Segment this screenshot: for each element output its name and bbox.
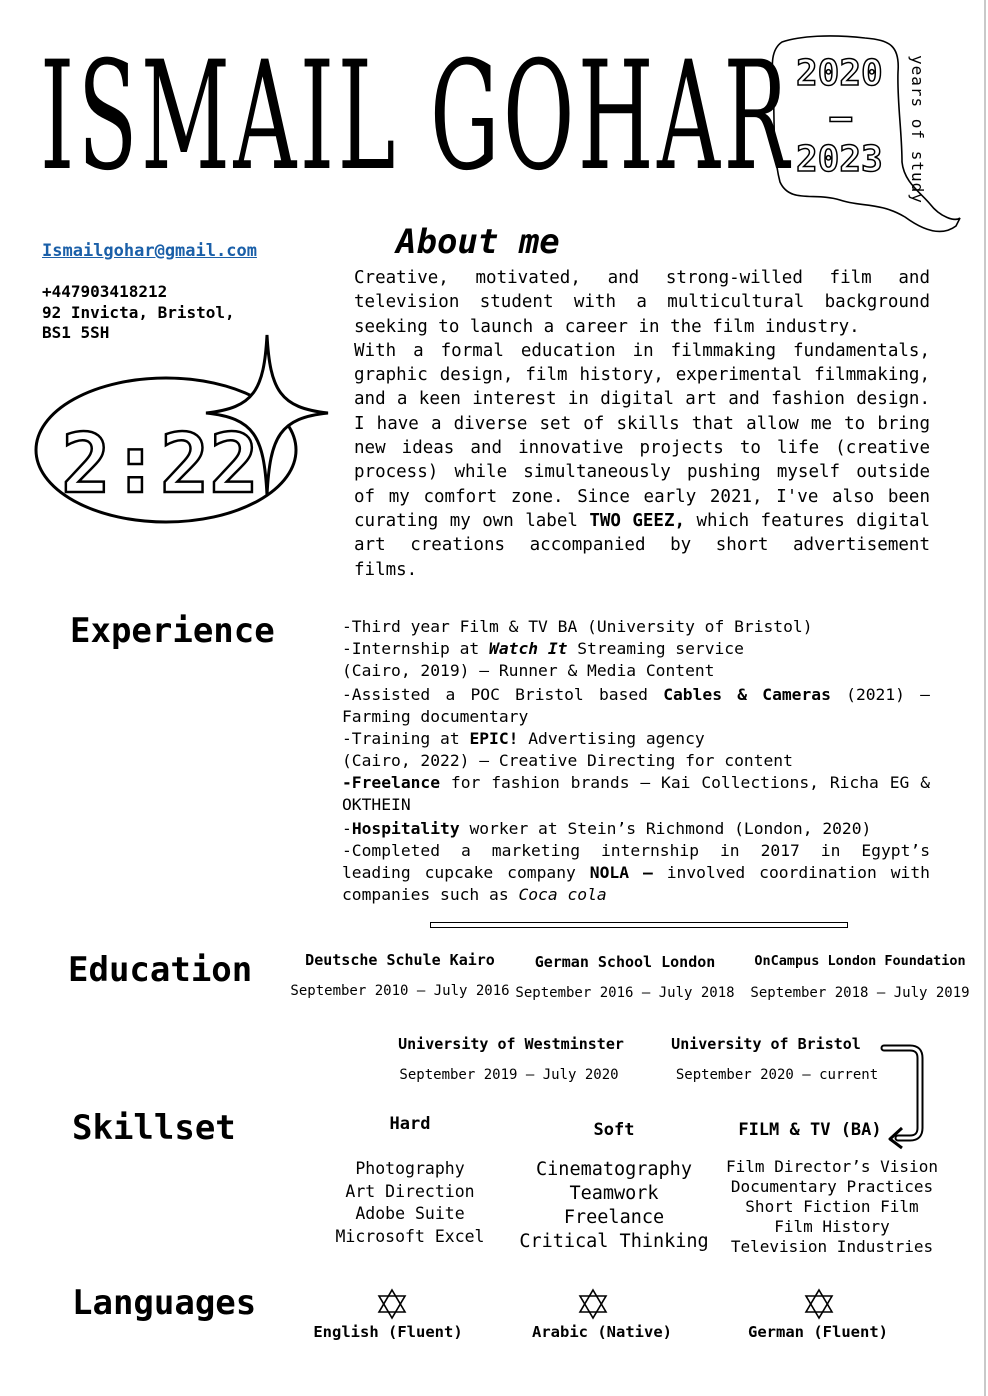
address-line-2: BS1 5SH — [42, 323, 110, 342]
experience-heading: Experience — [70, 611, 275, 651]
list-item: -Completed a marketing internship in 2017 in Egypt’s leading cupcake company NOLA – involved coordination with companies such as Coca cola — [342, 841, 930, 904]
section-divider — [430, 922, 848, 928]
school-name: German School London — [534, 953, 716, 971]
list-item: Microsoft Excel — [335, 1226, 485, 1246]
language-german: German (Fluent) — [748, 1323, 888, 1341]
skill-hard-list — [310, 1158, 510, 1248]
years-dash: — — [830, 97, 852, 138]
logo-text: 2:22 — [61, 417, 259, 512]
school-name: University of Bristol — [671, 1035, 861, 1053]
phone-number: +447903418212 — [42, 282, 168, 301]
list-item: Film History — [774, 1217, 890, 1236]
list-item: -Assisted a POC Bristol based Cables & Cameras (2021) – Farming documentary — [342, 685, 930, 726]
email-link[interactable]: Ismailgohar@gmail.com — [42, 241, 257, 261]
star-of-david-icon — [803, 1288, 835, 1320]
list-item: Film Director’s Vision — [726, 1157, 938, 1176]
skill-hard-title: Hard — [389, 1114, 431, 1134]
experience-list — [342, 616, 930, 906]
address-line-1: 92 Invicta, Bristol, — [42, 303, 235, 322]
language-english: English (Fluent) — [313, 1323, 463, 1341]
list-item: Teamwork — [569, 1183, 659, 1204]
about-heading: About me — [396, 222, 560, 262]
school-dates: September 2010 – July 2016 — [290, 983, 510, 999]
school-name: University of Westminster — [398, 1035, 624, 1053]
skillset-heading: Skillset — [72, 1108, 236, 1148]
skill-film-title: FILM & TV (BA) — [738, 1120, 882, 1140]
list-item: Photography — [355, 1159, 465, 1178]
star-of-david-icon — [577, 1288, 609, 1320]
name-title: ISMAIL GOHAR — [40, 30, 793, 204]
list-item: -Hospitality worker at Stein’s Richmond (London, 2020) — [342, 819, 872, 838]
school-name: Deutsche Schule Kairo — [305, 951, 495, 969]
about-text: Creative, motivated, and strong-willed film and television student with a multicultural background seeking to launch a career in the film industry. With a formal education in filmmaking fundamentals, graphic design, film history, experimental filmmaking, and a keen interest in digital art and fashion design. I have a diverse set of skills that allow me to bring new ideas and innovative projects to life (creative process) while simultaneously pushing myself outside of my comfort zone. Since early 2021, I've also been curating my own label TWO GEEZ, which features digital art creations accompanied by short advertisement films. — [354, 268, 931, 580]
list-item: Freelance — [563, 1207, 665, 1228]
list-item: Documentary Practices — [730, 1177, 934, 1196]
list-item: -Training at EPIC! Advertising agency (Cairo, 2022) – Creative Directing for content — [342, 729, 793, 770]
list-item: Cinematography — [536, 1159, 692, 1180]
years-start: 2020 — [796, 53, 883, 94]
language-arabic: Arabic (Native) — [532, 1323, 672, 1341]
school-dates: September 2018 – July 2019 — [750, 985, 970, 1001]
label-logo — [30, 330, 335, 545]
list-item: -Freelance for fashion brands – Kai Collections, Richa EG & OKTHEIN — [342, 773, 930, 814]
skill-soft-list — [510, 1158, 718, 1254]
page-edge-rule — [984, 0, 986, 1396]
list-item: Adobe Suite — [355, 1204, 465, 1223]
years-label: years of study — [908, 55, 927, 204]
years-end: 2023 — [796, 139, 883, 180]
skill-soft-title: Soft — [593, 1120, 635, 1140]
star-of-david-icon — [376, 1288, 408, 1320]
school-dates: September 2019 – July 2020 — [399, 1067, 619, 1083]
languages-heading: Languages — [72, 1283, 257, 1323]
list-item: -Third year Film & TV BA (University of Bristol) — [342, 617, 813, 636]
school-dates: September 2020 – current — [675, 1067, 879, 1083]
list-item: Critical Thinking — [519, 1231, 709, 1252]
list-item: Short Fiction Film — [745, 1197, 919, 1216]
education-heading: Education — [68, 950, 253, 990]
list-item: Art Direction — [345, 1181, 475, 1201]
skill-film-list — [722, 1157, 942, 1257]
list-item: Television Industries — [730, 1237, 934, 1256]
list-item: -Internship at Watch It Streaming service (Cairo, 2019) – Runner & Media Content — [342, 639, 744, 680]
school-dates: September 2016 – July 2018 — [515, 985, 735, 1001]
school-name: OnCampus London Foundation — [754, 953, 966, 969]
